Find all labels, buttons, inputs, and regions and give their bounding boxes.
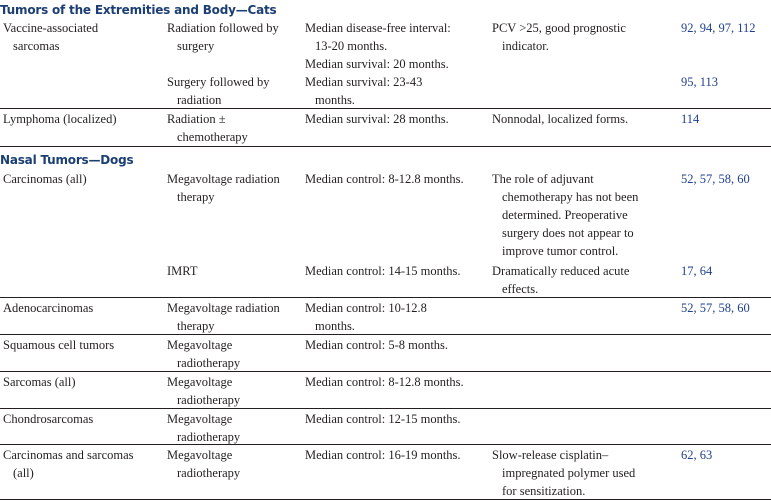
comment-line: chemotherapy has not been	[502, 190, 639, 204]
reference-link[interactable]: 52, 57, 58, 60	[681, 172, 750, 186]
comment-cell	[492, 19, 626, 55]
treatment-line: radiotherapy	[177, 466, 241, 480]
outcome-line: Median survival: 20 months.	[305, 57, 449, 71]
outcome-line: Median disease-free interval:	[305, 21, 451, 35]
tumor-line: Vaccine-associated	[3, 21, 99, 35]
treatment-line: Megavoltage	[167, 338, 233, 352]
section-heading-cats: Tumors of the Extremities and Body—Cats	[0, 3, 277, 17]
treatment-cell	[167, 373, 240, 409]
comment-cell	[492, 262, 629, 298]
comment-line: Slow-release cisplatin–	[492, 448, 609, 462]
reference-link[interactable]: 52, 57, 58, 60	[681, 301, 750, 315]
comment-cell	[492, 446, 635, 500]
treatment-line: therapy	[177, 190, 215, 204]
tumor-cell	[3, 446, 134, 482]
reference-link[interactable]: 95, 113	[681, 75, 719, 89]
comment-line: impregnated polymer used	[502, 466, 636, 480]
comment-line: determined. Preoperative	[502, 208, 628, 222]
tumor-cell: Squamous cell tumors	[3, 338, 115, 352]
outcome-line: months.	[315, 319, 355, 333]
outcome-line: months.	[315, 93, 355, 107]
tumor-cell: Sarcomas (all)	[3, 375, 76, 389]
outcome-line: 13-20 months.	[315, 39, 388, 53]
treatment-cell	[167, 19, 279, 55]
treatment-line: radiotherapy	[177, 393, 241, 407]
outcome-cell: Median control: 8-12.8 months.	[305, 172, 464, 186]
row-divider	[0, 334, 771, 335]
treatment-line: Megavoltage	[167, 375, 233, 389]
comment-line: The role of adjuvant	[492, 172, 594, 186]
treatment-line: Megavoltage	[167, 412, 233, 426]
treatment-line: Megavoltage	[167, 448, 233, 462]
outcome-cell	[305, 73, 422, 109]
outcome-cell: Median control: 16-19 months.	[305, 448, 461, 462]
outcome-cell	[305, 19, 451, 73]
treatment-cell	[167, 299, 280, 335]
treatment-line: chemotherapy	[177, 130, 248, 144]
comment-line: surgery does not appear to	[502, 226, 634, 240]
comment-cell	[492, 170, 638, 260]
treatment-line: radiation	[177, 93, 222, 107]
treatment-line: therapy	[177, 319, 215, 333]
treatment-cell	[167, 73, 270, 109]
row-divider	[0, 297, 771, 298]
treatment-cell	[167, 410, 240, 446]
outcome-cell: Median control: 5-8 months.	[305, 338, 449, 352]
tumor-cell: Chondrosarcomas	[3, 412, 94, 426]
outcome-line: Median control: 10-12.8	[305, 301, 427, 315]
tumor-line: (all)	[13, 466, 34, 480]
treatment-cell	[167, 336, 240, 372]
treatment-line: Surgery followed by	[167, 75, 270, 89]
row-divider	[0, 499, 771, 500]
treatment-line: Radiation followed by	[167, 21, 279, 35]
outcome-line: Median survival: 23-43	[305, 75, 423, 89]
row-divider	[0, 408, 771, 409]
reference-link[interactable]: 92, 94, 97, 112	[681, 21, 756, 35]
comment-line: indicator.	[502, 39, 549, 53]
outcome-cell: Median control: 8-12.8 months.	[305, 375, 464, 389]
treatment-line: radiotherapy	[177, 356, 241, 370]
reference-link[interactable]: 62, 63	[681, 448, 713, 462]
tumor-cell	[3, 19, 98, 55]
comment-cell: Nonnodal, localized forms.	[492, 112, 629, 126]
treatment-cell: IMRT	[167, 264, 198, 278]
treatment-cell	[167, 170, 280, 206]
treatment-line: Radiation ±	[167, 112, 226, 126]
treatment-cell	[167, 110, 248, 146]
comment-line: PCV >25, good prognostic	[492, 21, 626, 35]
section-heading-dogs: Nasal Tumors—Dogs	[0, 153, 134, 167]
tumor-cell: Adenocarcinomas	[3, 301, 94, 315]
treatment-line: surgery	[177, 39, 215, 53]
row-divider	[0, 371, 771, 372]
treatment-line: radiotherapy	[177, 430, 241, 444]
comment-line: improve tumor control.	[502, 244, 619, 258]
comment-line: effects.	[502, 282, 539, 296]
reference-link[interactable]: 114	[681, 112, 700, 126]
tumor-line: Carcinomas and sarcomas	[3, 448, 134, 462]
treatment-line: Megavoltage radiation	[167, 172, 280, 186]
tumor-cell: Carcinomas (all)	[3, 172, 87, 186]
treatment-line: Megavoltage radiation	[167, 301, 280, 315]
reference-link[interactable]: 17, 64	[681, 264, 713, 278]
outcome-cell	[305, 299, 427, 335]
outcome-cell: Median survival: 28 months.	[305, 112, 449, 126]
outcome-cell: Median control: 12-15 months.	[305, 412, 461, 426]
comment-line: for sensitization.	[502, 484, 586, 498]
tumor-cell: Lymphoma (localized)	[3, 112, 117, 126]
row-divider	[0, 108, 771, 109]
row-divider	[0, 146, 771, 147]
tumor-line: sarcomas	[13, 39, 60, 53]
outcome-cell: Median control: 14-15 months.	[305, 264, 461, 278]
row-divider	[0, 444, 771, 445]
comment-line: Dramatically reduced acute	[492, 264, 630, 278]
treatment-cell	[167, 446, 240, 482]
